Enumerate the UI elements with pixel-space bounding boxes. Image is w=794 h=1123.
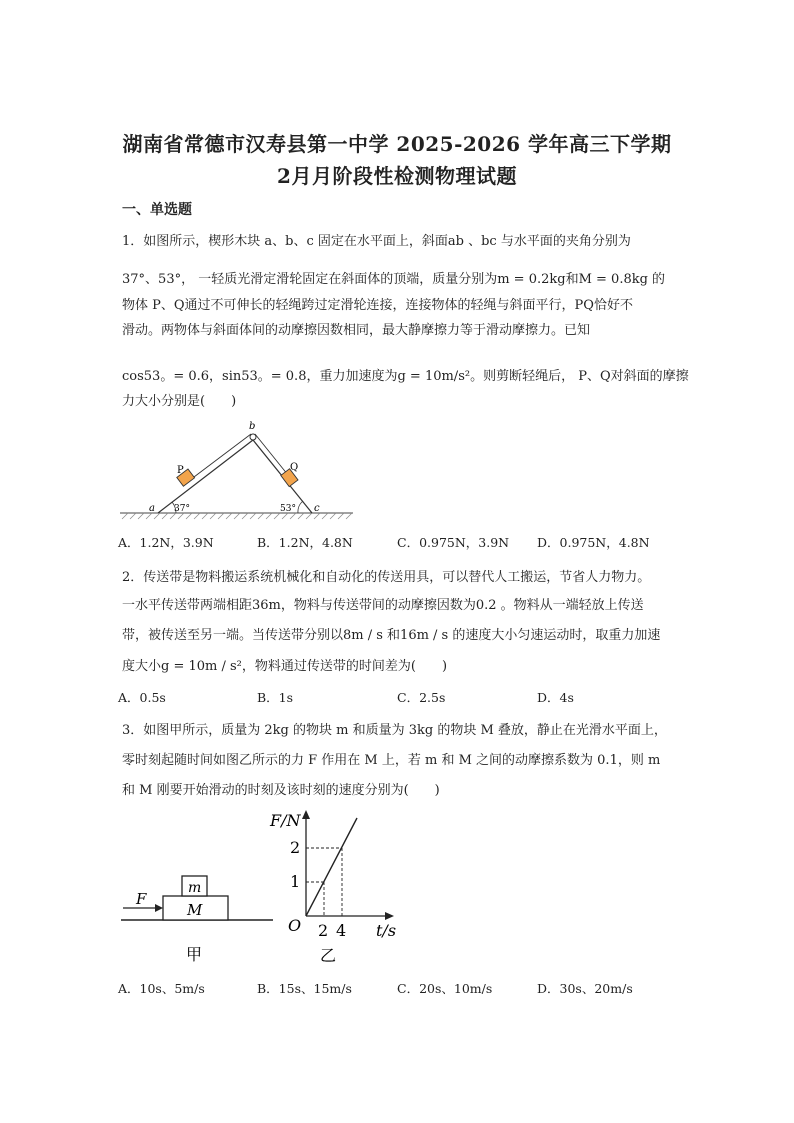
q1-line-4: 滑动。两物体与斜面体间的动摩擦因数相同，最大静摩擦力等于滑动摩擦力。已知 <box>122 323 591 338</box>
q1-wedge-figure <box>118 418 358 522</box>
q2-line-3: 带，被传送至另一端。当传送带分别以8m / s 和16m / s 的速度大小匀速运动时，取重力加速 <box>122 628 661 643</box>
x-axis-label: t/s <box>376 921 397 940</box>
q2-line-1: 2．传送带是物料搬运系统机械化和自动化的传送用具，可以替代人工搬运，节省人力物力。 <box>122 570 651 585</box>
rope-left <box>190 434 251 480</box>
page-title-line2: 2月月阶段性检测物理试题 <box>277 164 517 188</box>
q1-choice-b[interactable]: B．1.2N，4.8N <box>257 535 353 550</box>
rope-right <box>255 434 288 475</box>
q1-line-3: 物体 P、Q通过不可伸长的轻绳跨过定滑轮连接，连接物体的轻绳与斜面平行，PQ恰好不 <box>122 298 633 313</box>
q1-choice-c[interactable]: C．0.975N，3.9N <box>397 535 510 550</box>
q3-force-time-graph <box>270 806 410 970</box>
q3-choice-a[interactable]: A．10s、5m/s <box>118 981 205 996</box>
angle-arc-right <box>298 501 303 513</box>
page-title-line1: 湖南省常德市汉寿县第一中学 2025-2026 学年高三下学期 <box>122 132 672 156</box>
force-line <box>306 818 357 916</box>
q1-line-2: 37°、53°， 一轻质光滑定滑轮固定在斜面体的顶端，质量分别为m = 0.2kg和M = 0.8kg 的 <box>122 272 666 287</box>
q3-blocks-figure <box>118 866 278 966</box>
force-arrowhead <box>155 904 163 912</box>
x-tick-2: 2 <box>318 921 329 940</box>
q3-line-2: 零时刻起随时间如图乙所示的力 F 作用在 M 上，若 m 和 M 之间的动摩擦系数为 0.1，则 m <box>122 753 661 768</box>
q2-line-4: 度大小g = 10m / s²，物料通过传送带的时间差为( ) <box>122 659 448 674</box>
q1-line-1: 1．如图所示，楔形木块 a、b、c 固定在水平面上，斜面ab 、bc 与水平面的夹角分别为 <box>122 234 631 249</box>
q1-line-6: 力大小分别是( ) <box>122 394 237 409</box>
x-axis-arrow <box>385 912 394 920</box>
q2-choice-a[interactable]: A．0.5s <box>118 690 166 705</box>
caption-yi: 乙 <box>320 946 337 965</box>
origin-label: O <box>288 916 302 935</box>
q3-line-3: 和 M 刚要开始滑动的时刻及该时刻的速度分别为( ) <box>122 783 440 798</box>
y-tick-1: 1 <box>290 872 301 891</box>
label-angle-37: 37° <box>174 504 190 514</box>
y-axis-label: F/N <box>270 811 301 830</box>
section-heading-single-choice: 一、单选题 <box>122 202 192 218</box>
label-c: c <box>314 503 320 514</box>
label-b: b <box>249 421 256 432</box>
y-axis-arrow <box>302 810 310 819</box>
q3-choice-d[interactable]: D．30s、20m/s <box>537 981 633 996</box>
x-tick-4: 4 <box>336 921 347 940</box>
y-tick-2: 2 <box>290 838 301 857</box>
label-F: F <box>136 890 147 908</box>
label-angle-53: 53° <box>280 504 296 514</box>
q2-choice-b[interactable]: B．1s <box>257 690 294 705</box>
q2-choice-c[interactable]: C．2.5s <box>397 690 446 705</box>
label-m: m <box>188 880 202 896</box>
q3-choice-b[interactable]: B．15s、15m/s <box>257 981 352 996</box>
label-P: P <box>177 465 184 476</box>
caption-jia: 甲 <box>186 945 203 964</box>
q2-line-2: 一水平传送带两端相距36m，物料与传送带间的动摩擦因数为0.2 。物料从一端轻放上传送 <box>122 598 644 613</box>
q2-choice-d[interactable]: D．4s <box>537 690 574 705</box>
label-a: a <box>149 503 155 514</box>
q3-choice-c[interactable]: C．20s、10m/s <box>397 981 493 996</box>
q1-choice-a[interactable]: A．1.2N，3.9N <box>118 535 214 550</box>
q1-line-5: cos53。= 0.6，sin53。= 0.8，重力加速度为g = 10m/s²。则剪断轻绳后， P、Q对斜面的摩擦 <box>122 369 689 384</box>
label-Q: Q <box>290 462 299 473</box>
q3-line-1: 3．如图甲所示，质量为 2kg 的物块 m 和质量为 3kg 的物块 M 叠放，静止在光滑水平面上， <box>122 723 667 738</box>
label-M: M <box>187 901 203 919</box>
q1-choice-d[interactable]: D．0.975N，4.8N <box>537 535 650 550</box>
pulley <box>250 434 256 440</box>
